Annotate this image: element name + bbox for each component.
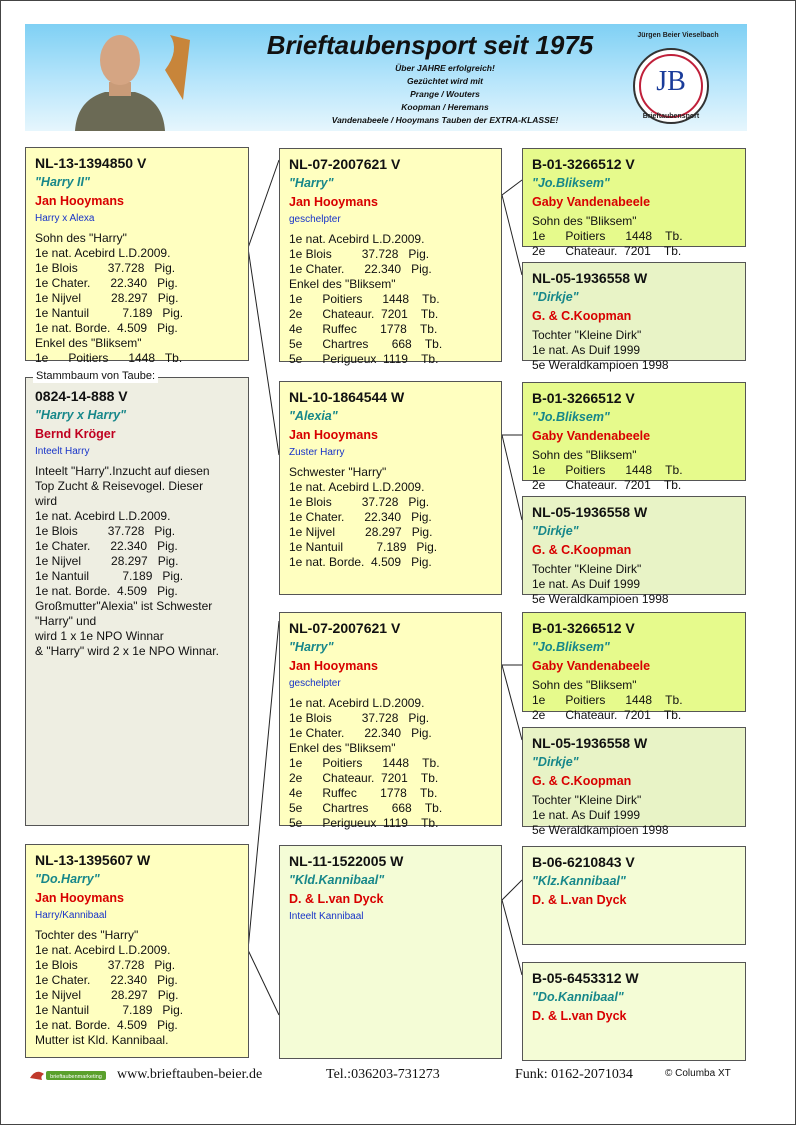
breeding-note: Harry x Alexa: [35, 213, 95, 224]
desc-line: 1e Poitiers 1448 Tb.: [289, 292, 440, 306]
desc-line: Tochter "Kleine Dirk": [532, 793, 642, 807]
footer-mobile: Funk: 0162-2071034: [515, 1067, 633, 1082]
card-mmm: [522, 962, 746, 1061]
desc-line: 1e nat. Acebird L.D.2009.: [289, 696, 425, 710]
desc-line: 1e Blois 37.728 Pig.: [35, 261, 176, 275]
breeding-note: Inteelt Harry: [35, 446, 90, 457]
desc-line: 1e nat. As Duif 1999: [532, 343, 641, 357]
pigeon-name: "Jo.Bliksem": [532, 640, 610, 654]
owner-name: G. & C.Koopman: [532, 774, 632, 788]
desc-line: 1e nat. As Duif 1999: [532, 577, 641, 591]
card-mfm: [522, 727, 746, 837]
breeding-note: geschelpter: [289, 678, 341, 689]
pigeon-name: "Jo.Bliksem": [532, 410, 610, 424]
description: [532, 562, 736, 607]
desc-line: Tochter "Kleine Dirk": [532, 562, 642, 576]
desc-line: 5e Chartres 668 Tb.: [289, 801, 443, 815]
tagline-line: Gezüchtet wird mit: [406, 76, 484, 86]
ring-number: NL-07-2007621 V: [289, 620, 401, 636]
breeding-note: Inteelt Kannibaal: [289, 911, 364, 922]
svg-text:JB: JB: [656, 66, 686, 97]
desc-line: Tochter des "Harry": [35, 928, 139, 942]
desc-line: 1e nat. Acebird L.D.2009.: [289, 232, 425, 246]
marketing-logo-icon: [28, 1066, 108, 1084]
card-fff: [522, 148, 746, 258]
card-mother-father: [279, 612, 502, 830]
ring-number: B-01-3266512 V: [532, 156, 635, 172]
desc-line: 1e Blois 37.728 Pig.: [289, 711, 430, 725]
desc-line: Sohn des "Bliksem": [532, 214, 637, 228]
ring-number: NL-05-1936558 W: [532, 270, 648, 286]
ring-number: NL-05-1936558 W: [532, 735, 648, 751]
desc-line: 1e Nantuil 7.189 Pig.: [289, 540, 438, 554]
desc-line: 1e Poitiers 1448 Tb.: [532, 693, 683, 707]
ring-number: NL-11-1522005 W: [289, 853, 404, 869]
owner-name: D. & L.van Dyck: [289, 892, 384, 906]
desc-line: 1e Chater. 22.340 Pig.: [35, 973, 178, 987]
logo-text: Brieftaubensport: [642, 113, 700, 120]
owner-name: D. & L.van Dyck: [532, 1009, 627, 1023]
copyright: © Columba XT: [665, 1068, 731, 1079]
footer-website[interactable]: www.brieftauben-beier.de: [117, 1067, 263, 1082]
pigeon-name: "Do.Harry": [35, 872, 100, 886]
desc-line: 5e Weraldkampioen 1998: [532, 592, 669, 606]
ring-number: NL-05-1936558 W: [532, 504, 648, 520]
ring-number: B-05-6453312 W: [532, 970, 639, 986]
desc-line: Enkel des "Bliksem": [35, 336, 142, 350]
desc-line: 1e nat. Acebird L.D.2009.: [35, 943, 171, 957]
description: [532, 214, 736, 259]
pigeon-name: "Harry": [289, 640, 334, 654]
pigeon-name: "Klz.Kannibaal": [532, 874, 626, 888]
pigeon-name: "Dirkje": [532, 755, 579, 769]
tagline-line: Koopman / Heremans: [401, 102, 489, 112]
pigeon-name: "Dirkje": [532, 290, 579, 304]
desc-line: wird: [35, 494, 58, 508]
desc-line: 2e Chateaur. 7201 Tb.: [289, 771, 439, 785]
description: [289, 232, 492, 367]
pigeon-name: "Harry": [289, 176, 334, 190]
desc-line: Mutter ist Kld. Kannibaal.: [35, 1033, 169, 1047]
desc-line: 1e Nantuil 7.189 Pig.: [35, 569, 184, 583]
pigeon-name: "Alexia": [289, 409, 338, 423]
desc-line: 1e Poitiers 1448 Tb.: [532, 229, 683, 243]
desc-line: 1e Poitiers 1448 Tb.: [289, 756, 440, 770]
desc-line: 4e Ruffec 1778 Tb.: [289, 786, 438, 800]
description: [532, 448, 736, 493]
desc-line: 1e nat. Borde. 4.509 Pig.: [35, 321, 178, 335]
description: [35, 928, 239, 1048]
card-father-father: [279, 148, 502, 366]
desc-line: "Harry" und: [35, 614, 97, 628]
owner-name: Jan Hooymans: [35, 194, 124, 208]
pigeon-name: "Harry x Harry": [35, 408, 127, 422]
description: [35, 464, 239, 659]
desc-line: Enkel des "Bliksem": [289, 741, 396, 755]
desc-line: 5e Chartres 668 Tb.: [289, 337, 443, 351]
card-fmm: [522, 496, 746, 606]
owner-name: Jan Hooymans: [35, 891, 124, 905]
description: [289, 696, 492, 831]
desc-line: 4e Ruffec 1778 Tb.: [289, 322, 438, 336]
card-father-mother: [279, 381, 502, 595]
desc-line: Top Zucht & Reisevogel. Dieser: [35, 479, 204, 493]
desc-line: 1e Nantuil 7.189 Pig.: [35, 1003, 184, 1017]
pigeon-name: "Do.Kannibaal": [532, 990, 624, 1004]
desc-line: 1e Poitiers 1448 Tb.: [35, 351, 183, 365]
ring-number: NL-10-1864544 W: [289, 389, 405, 405]
ring-number: NL-13-1394850 V: [35, 155, 147, 171]
desc-line: 1e Blois 37.728 Pig.: [35, 524, 176, 538]
desc-line: 1e nat. Borde. 4.509 Pig.: [289, 555, 432, 569]
owner-name: G. & C.Koopman: [532, 543, 632, 557]
desc-line: 1e Nantuil 7.189 Pig.: [35, 306, 184, 320]
owner-name: Jan Hooymans: [289, 659, 378, 673]
owner-name: G. & C.Koopman: [532, 309, 632, 323]
card-ffm: [522, 262, 746, 372]
desc-line: wird 1 x 1e NPO Winnar: [35, 629, 164, 643]
owner-name: Bernd Kröger: [35, 427, 116, 441]
ring-number: B-06-6210843 V: [532, 854, 635, 870]
desc-line: Inteelt "Harry".Inzucht auf diesen: [35, 464, 210, 478]
brand-name: Jürgen Beier Vieselbach: [637, 32, 719, 39]
marketing-logo-text: brieftaubenmarketing: [50, 1074, 102, 1080]
desc-line: 1e Nijvel 28.297 Pig.: [35, 291, 179, 305]
tagline-line: Prange / Wouters: [410, 89, 480, 99]
desc-line: 1e Chater. 22.340 Pig.: [289, 510, 432, 524]
owner-name: Jan Hooymans: [289, 428, 378, 442]
card-mother: [25, 844, 249, 1058]
pedigree-legend: Stammbaum von Taube:: [33, 369, 158, 383]
description: [532, 678, 736, 723]
desc-line: 1e nat. As Duif 1999: [532, 808, 641, 822]
desc-line: 2e Chateaur. 7201 Tb.: [289, 307, 439, 321]
desc-line: Enkel des "Bliksem": [289, 277, 396, 291]
desc-line: Sohn des "Bliksem": [532, 448, 637, 462]
desc-line: Großmutter"Alexia" ist Schwester: [35, 599, 213, 613]
desc-line: 1e Poitiers 1448 Tb.: [532, 463, 683, 477]
desc-line: 5e Weraldkampioen 1998: [532, 823, 669, 837]
card-father: [25, 147, 249, 365]
desc-line: 1e nat. Acebird L.D.2009.: [35, 509, 171, 523]
footer-phone: Tel.:036203-731273: [326, 1067, 440, 1082]
desc-line: 1e Chater. 22.340 Pig.: [35, 276, 178, 290]
tagline-line: Über JAHRE erfolgreich!: [395, 63, 495, 73]
card-mmf: [522, 846, 746, 945]
desc-line: 2e Chateaur. 7201 Tb.: [532, 478, 682, 492]
owner-name: Gaby Vandenabeele: [532, 659, 651, 673]
ring-number: NL-13-1395607 W: [35, 852, 151, 868]
description: [532, 328, 736, 373]
desc-line: 1e nat. Acebird L.D.2009.: [35, 246, 171, 260]
desc-line: 5e Weraldkampioen 1998: [532, 358, 669, 372]
desc-line: 1e Nijvel 28.297 Pig.: [35, 554, 179, 568]
ring-number: B-01-3266512 V: [532, 390, 635, 406]
pigeon-name: "Kld.Kannibaal": [289, 873, 385, 887]
owner-name: Gaby Vandenabeele: [532, 195, 651, 209]
desc-line: Sohn des "Harry": [35, 231, 127, 245]
desc-line: & "Harry" wird 2 x 1e NPO Winnar.: [35, 644, 219, 658]
desc-line: 1e Chater. 22.340 Pig.: [289, 726, 432, 740]
ring-number: NL-07-2007621 V: [289, 156, 401, 172]
card-mff: [522, 612, 746, 722]
ring-number: 0824-14-888 V: [35, 388, 128, 404]
pigeon-name: "Dirkje": [532, 524, 579, 538]
pigeon-name: "Jo.Bliksem": [532, 176, 610, 190]
desc-line: 1e Nijvel 28.297 Pig.: [289, 525, 433, 539]
desc-line: 1e Blois 37.728 Pig.: [35, 958, 176, 972]
desc-line: 5e Perigueux 1119 Tb.: [289, 816, 439, 830]
description: [289, 465, 492, 570]
desc-line: 2e Chateaur. 7201 Tb.: [532, 708, 682, 722]
desc-line: 1e nat. Borde. 4.509 Pig.: [35, 584, 178, 598]
breeding-note: geschelpter: [289, 214, 341, 225]
card-fmf: [522, 382, 746, 492]
tagline-line: Vandenabeele / Hooymans Tauben der EXTRA-KLASSE!: [331, 115, 559, 125]
card-main-pigeon: [25, 377, 249, 826]
card-mother-mother: [279, 845, 502, 1059]
breeding-note: Harry/Kannibaal: [35, 910, 107, 921]
owner-name: Jan Hooymans: [289, 195, 378, 209]
owner-name: D. & L.van Dyck: [532, 893, 627, 907]
banner-title: Brieftaubensport seit 1975: [266, 30, 594, 60]
desc-line: 5e Perigueux 1119 Tb.: [289, 352, 439, 366]
desc-line: 1e Blois 37.728 Pig.: [289, 495, 430, 509]
ring-number: B-01-3266512 V: [532, 620, 635, 636]
description: [35, 231, 239, 366]
description: [532, 793, 736, 838]
desc-line: Schwester "Harry": [289, 465, 387, 479]
pigeon-name: "Harry II": [35, 175, 90, 189]
desc-line: 1e Nijvel 28.297 Pig.: [35, 988, 179, 1002]
desc-line: 2e Chateaur. 7201 Tb.: [532, 244, 682, 258]
desc-line: 1e Chater. 22.340 Pig.: [289, 262, 432, 276]
desc-line: 1e nat. Borde. 4.509 Pig.: [35, 1018, 178, 1032]
desc-line: 1e Blois 37.728 Pig.: [289, 247, 430, 261]
breeding-note: Zuster Harry: [289, 447, 345, 458]
desc-line: 1e Chater. 22.340 Pig.: [35, 539, 178, 553]
desc-line: Sohn des "Bliksem": [532, 678, 637, 692]
desc-line: Tochter "Kleine Dirk": [532, 328, 642, 342]
desc-line: 1e nat. Acebird L.D.2009.: [289, 480, 425, 494]
owner-name: Gaby Vandenabeele: [532, 429, 651, 443]
